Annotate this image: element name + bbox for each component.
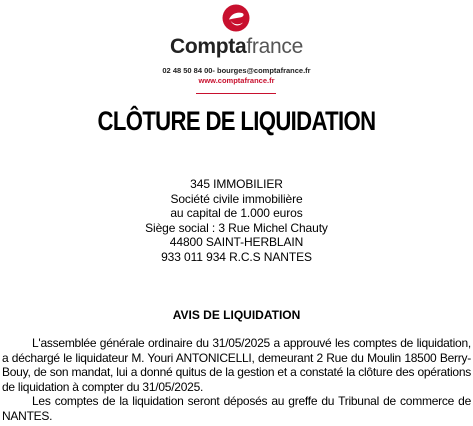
- company-registration: 933 011 934 R.C.S NANTES: [161, 249, 312, 264]
- company-name: 345 IMMOBILIER: [190, 177, 283, 191]
- company-city: 44800 SAINT-HERBLAIN: [169, 235, 304, 250]
- brand-name-strong: Compta: [170, 35, 247, 58]
- company-capital: au capital de 1.000 euros: [170, 206, 303, 221]
- brand-name: [0, 35, 473, 59]
- company-type: Société civile immobilière: [170, 191, 303, 206]
- body-paragraph: Les comptes de la liquidation seront déposés au greffe du Tribunal de commerce de NANTES.: [2, 394, 471, 423]
- compta-e-logo-icon: [222, 4, 250, 32]
- body-paragraph: L'assemblée générale ordinaire du 31/05/2025 a approuvé les comptes de liquidation, a déchargé le liquidateur M. Youri ANTONICELLI, demeurant 2 Rue du Moulin 18500 Berry-Bouy, de son mandat, lui a donné quitus de la gestion et a constaté la clôture des opérations de liquidation à compter du 31/05/2025.: [2, 336, 471, 394]
- letterhead: [0, 0, 473, 96]
- brand-name-light: france: [246, 35, 303, 58]
- header-divider: [196, 93, 276, 94]
- company-address: Siège social : 3 Rue Michel Chauty: [145, 220, 328, 235]
- notice-title: CLÔTURE DE LIQUIDATION: [97, 106, 376, 136]
- notice-body: [2, 336, 471, 424]
- section-title: AVIS DE LIQUIDATION: [172, 308, 301, 322]
- company-block: [0, 177, 473, 265]
- website-line: www.comptafrance.fr: [198, 76, 275, 85]
- contact-line: 02 48 50 84 00- bourges@comptafrance.fr: [162, 66, 311, 75]
